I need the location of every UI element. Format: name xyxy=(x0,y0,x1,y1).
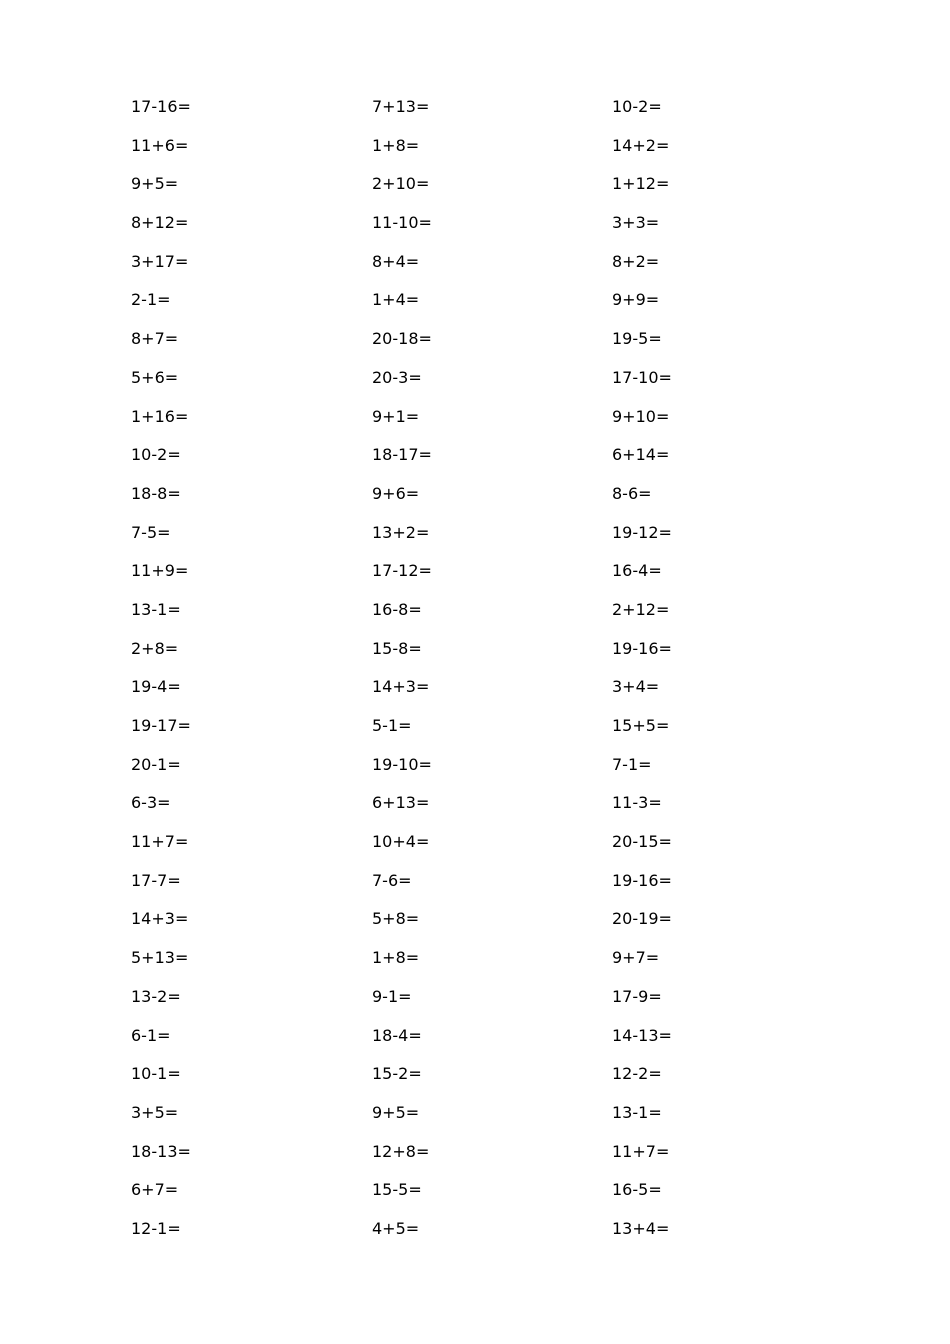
math-problem: 5-1= xyxy=(372,716,412,735)
math-problem: 5+13= xyxy=(131,948,189,968)
math-problem: 9+6= xyxy=(372,483,420,503)
problem-column-2 xyxy=(372,96,592,1257)
math-problem: 6-1= xyxy=(131,1025,171,1045)
math-problem: 18-17= xyxy=(372,445,432,465)
math-problem: 5+6= xyxy=(131,367,179,387)
math-problem: 16-5= xyxy=(612,1180,662,1200)
math-problem: 9+5= xyxy=(131,174,179,194)
math-problem: 4+5= xyxy=(372,1218,420,1238)
math-problem: 9+1= xyxy=(372,406,420,426)
math-problem: 13+4= xyxy=(612,1218,670,1238)
math-problem: 5+8= xyxy=(372,909,420,929)
math-problem: 19-10= xyxy=(372,754,432,774)
math-problem: 20-19= xyxy=(612,909,672,929)
math-problem: 9+10= xyxy=(612,406,670,426)
math-problem: 10-2= xyxy=(131,445,181,465)
math-problem: 20-1= xyxy=(131,754,181,774)
math-problem: 15-2= xyxy=(372,1064,422,1084)
math-problem: 3+3= xyxy=(612,213,660,233)
math-problem: 2+10= xyxy=(372,174,430,194)
math-problem: 16-4= xyxy=(612,561,662,581)
math-problem: 2+8= xyxy=(131,638,179,658)
math-problem: 13-2= xyxy=(131,986,181,1006)
math-problem: 7-5= xyxy=(131,522,171,542)
math-problem: 6-3= xyxy=(131,793,171,813)
math-problem: 12-1= xyxy=(131,1218,181,1238)
math-problem: 17-7= xyxy=(131,870,181,890)
math-problem: 8-6= xyxy=(612,483,652,503)
math-problem: 18-4= xyxy=(372,1025,422,1045)
math-problem: 13+2= xyxy=(372,522,430,542)
math-problem: 8+4= xyxy=(372,251,420,271)
math-problem: 19-5= xyxy=(612,329,662,349)
math-problem: 17-9= xyxy=(612,986,662,1006)
math-problem: 10-1= xyxy=(131,1064,181,1084)
math-problem: 18-8= xyxy=(131,483,181,503)
math-problem: 11+9= xyxy=(131,561,189,581)
math-problem: 8+12= xyxy=(131,213,189,233)
math-problem: 2+12= xyxy=(612,599,670,619)
math-problem: 8+2= xyxy=(612,251,660,271)
math-problem: 9+7= xyxy=(612,948,660,968)
math-problem: 17-12= xyxy=(372,561,432,581)
math-problem: 1+12= xyxy=(612,174,670,194)
math-problem: 9+5= xyxy=(372,1102,420,1122)
math-problem: 19-17= xyxy=(131,716,191,735)
math-problem: 11-3= xyxy=(612,793,662,813)
math-problem: 13-1= xyxy=(612,1102,662,1122)
math-problem: 16-8= xyxy=(372,599,422,619)
math-problem: 12-2= xyxy=(612,1064,662,1084)
math-problem: 1+8= xyxy=(372,948,420,968)
math-problem: 20-3= xyxy=(372,367,422,387)
math-problem: 7-6= xyxy=(372,870,412,890)
math-problem: 15-5= xyxy=(372,1180,422,1200)
math-problem: 9-1= xyxy=(372,986,412,1006)
math-problem: 11+7= xyxy=(131,832,189,852)
math-problem: 11+7= xyxy=(612,1141,670,1161)
math-problem: 14+3= xyxy=(372,677,430,697)
math-problem: 3+17= xyxy=(131,251,189,271)
math-problem: 2-1= xyxy=(131,290,171,310)
math-problem: 10+4= xyxy=(372,832,430,852)
math-problem: 11+6= xyxy=(131,135,189,155)
math-problem: 17-16= xyxy=(131,97,191,116)
math-problem: 18-13= xyxy=(131,1141,191,1161)
math-problem: 6+7= xyxy=(131,1180,179,1200)
math-problem: 3+5= xyxy=(131,1102,179,1122)
math-problem: 7+13= xyxy=(372,97,430,116)
math-problem: 1+16= xyxy=(131,406,189,426)
math-problem: 19-16= xyxy=(612,638,672,658)
math-problem: 14+3= xyxy=(131,909,189,929)
math-problem: 12+8= xyxy=(372,1141,430,1161)
math-problem: 7-1= xyxy=(612,754,652,774)
math-problem: 15-8= xyxy=(372,638,422,658)
math-problem: 20-18= xyxy=(372,329,432,349)
math-problem: 13-1= xyxy=(131,599,181,619)
math-problem: 19-4= xyxy=(131,677,181,697)
math-problem: 8+7= xyxy=(131,329,179,349)
math-problem: 14-13= xyxy=(612,1025,672,1045)
math-problem: 10-2= xyxy=(612,97,662,116)
math-problem: 9+9= xyxy=(612,290,660,310)
math-problem: 17-10= xyxy=(612,367,672,387)
problem-column-3 xyxy=(612,96,832,1257)
math-problem: 20-15= xyxy=(612,832,672,852)
math-problem: 6+13= xyxy=(372,793,430,813)
math-problem: 19-12= xyxy=(612,522,672,542)
math-problem: 15+5= xyxy=(612,716,670,735)
math-problem: 14+2= xyxy=(612,135,670,155)
math-problem: 1+8= xyxy=(372,135,420,155)
math-problem: 11-10= xyxy=(372,213,432,233)
math-problem: 3+4= xyxy=(612,677,660,697)
math-problem: 1+4= xyxy=(372,290,420,310)
math-problem: 6+14= xyxy=(612,445,670,465)
math-problem: 19-16= xyxy=(612,870,672,890)
problem-column-1 xyxy=(131,96,351,1257)
